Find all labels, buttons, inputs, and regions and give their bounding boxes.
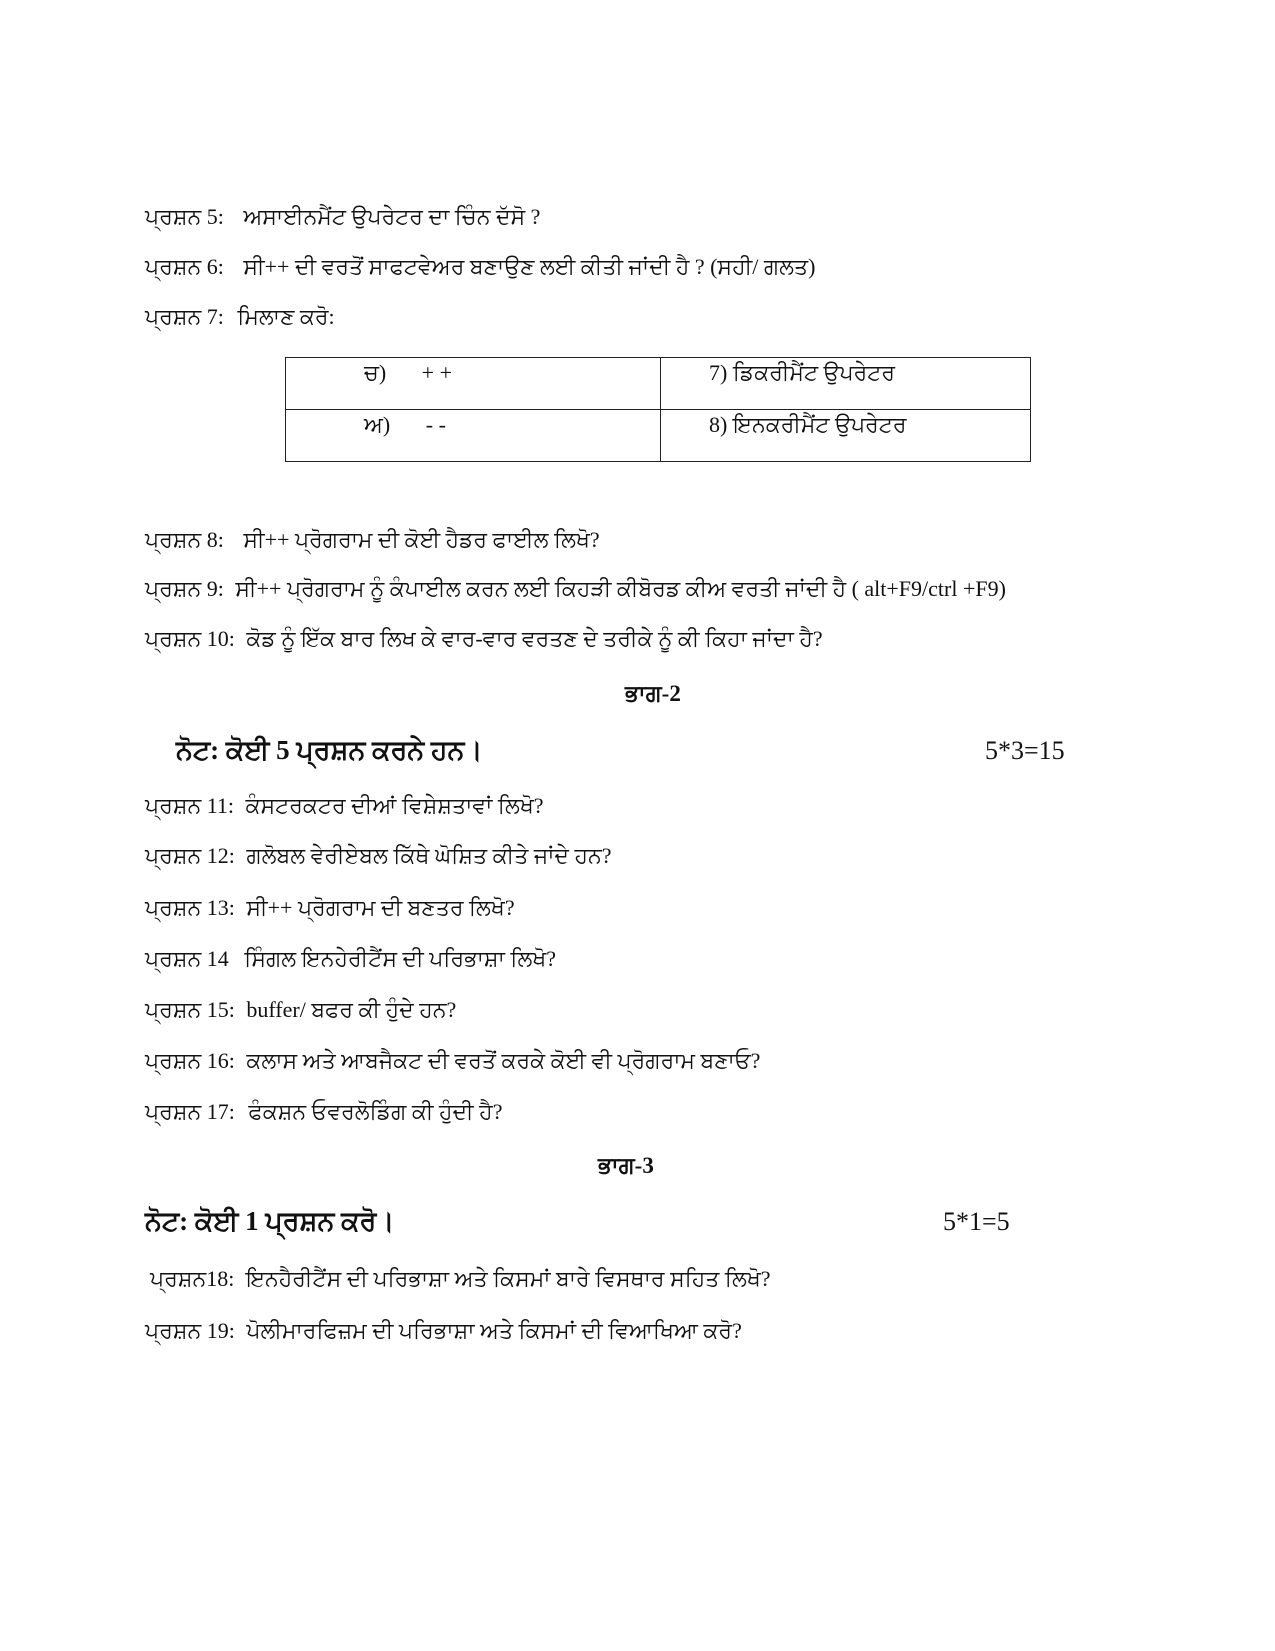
question-label: ਪ੍ਰਸ਼ਨ 9: [145,576,224,601]
question-text: ਇਨਹੈਰੀਟੈਂਸ ਦੀ ਪਰਿਭਾਸ਼ਾ ਅਤੇ ਕਿਸਮਾਂ ਬਾਰੇ ਵਿਸਥਾਰ ਸਹਿਤ ਲਿਖੋ? [245,1266,771,1291]
question-5 [145,202,540,232]
question-text: ਕੰਸਟਰਕਟਰ ਦੀਆਂ ਵਿਸ਼ੇਸ਼ਤਾਵਾਂ ਲਿਖੋ? [245,793,544,818]
match-left-cell [286,410,661,462]
question-18 [150,1264,771,1294]
question-label: ਪ੍ਰਸ਼ਨ 8: [145,527,224,552]
question-15 [145,995,456,1025]
table-row [286,410,1031,462]
question-text: ਸੀ++ ਪ੍ਰੋਗਰਾਮ ਦੀ ਕੋਈ ਹੈਡਰ ਫਾਈਲ ਲਿਖੋ? [243,527,600,552]
question-label: ਪ੍ਰਸ਼ਨ 5: [145,204,224,229]
question-16 [145,1046,760,1076]
question-text: ਅਸਾਈਨਮੈਂਟ ਉਪਰੇਟਰ ਦਾ ਚਿੰਨ ਦੱਸੋ ? [243,204,541,229]
match-right-text: 7) ਡਿਕਰੀਮੈਂਟ ਉਪਰੇਟਰ [709,360,896,385]
question-text: ਸਿੰਗਲ ਇਨਹੇਰੀਟੈਂਸ ਦੀ ਪਰਿਭਾਸ਼ਾ ਲਿਖੋ? [244,946,557,971]
part-2-note: ਨੋਟ: ਕੋਈ 5 ਪ੍ਰਸ਼ਨ ਕਰਨੇ ਹਨ। [176,735,483,765]
question-text: ਕੋਡ ਨੂੰ ਇੱਕ ਬਾਰ ਲਿਖ ਕੇ ਵਾਰ-ਵਾਰ ਵਰਤਣ ਦੇ ਤਰੀਕੇ ਨੂੰ ਕੀ ਕਿਹਾ ਜਾਂਦਾ ਹੈ? [246,626,823,651]
table-row [286,358,1031,410]
question-text: buffer/ ਬਫਰ ਕੀ ਹੁੰਦੇ ਹਨ? [246,997,457,1022]
question-label: ਪ੍ਰਸ਼ਨ 10: [145,626,235,651]
part-3-marks: 5*1=5 [943,1207,1010,1236]
question-text: ਪੋਲੀਮਾਰਫਿਜ਼ਮ ਦੀ ਪਰਿਭਾਸ਼ਾ ਅਤੇ ਕਿਸਮਾਂ ਦੀ ਵਿਆਖਿਆ ਕਰੋ? [246,1318,742,1343]
part-2-marks: 5*3=15 [985,736,1065,765]
question-label: ਪ੍ਰਸ਼ਨ 12: [145,843,235,868]
match-left-label: ਅ) [364,412,391,437]
question-text: ਸੀ++ ਪ੍ਰੋਗਰਾਮ ਨੂੰ ਕੰਪਾਈਲ ਕਰਨ ਲਈ ਕਿਹੜੀ ਕੀਬੋਰਡ ਕੀਅ ਵਰਤੀ ਜਾਂਦੀ ਹੈ ( alt+F9/ctrl +F9) [235,576,1006,601]
question-text: ਗਲੋਬਲ ਵੇਰੀਏਬਲ ਕਿੱਥੇ ਘੋਸ਼ਿਤ ਕੀਤੇ ਜਾਂਦੇ ਹਨ? [246,843,612,868]
question-text: ਸੀ++ ਪ੍ਰੋਗਰਾਮ ਦੀ ਬਣਤਰ ਲਿਖੋ? [246,895,515,920]
question-label: ਪ੍ਰਸ਼ਨ 14 [145,946,229,971]
question-text: ਮਿਲਾਣ ਕਰੋ: [237,304,335,329]
question-label: ਪ੍ਰਸ਼ਨ 19: [145,1318,235,1343]
question-text: ਫੰਕਸ਼ਨ ਓਵਰਲੋਡਿੰਗ ਕੀ ਹੁੰਦੀ ਹੈ? [248,1099,503,1124]
section-heading-part-2: ਭਾਗ-2 [625,681,681,706]
question-label: ਪ੍ਰਸ਼ਨ 15: [145,997,235,1022]
match-left-symbol: + + [421,360,452,385]
match-right-cell [661,410,1031,462]
question-7 [145,302,335,332]
match-right-cell [661,358,1031,410]
question-12 [145,841,612,871]
question-9 [145,574,1006,604]
question-label: ਪ੍ਰਸ਼ਨ 13: [145,895,235,920]
question-text: ਸੀ++ ਦੀ ਵਰਤੋਂ ਸਾਫਟਵੇਅਰ ਬਣਾਉਣ ਲਈ ਕੀਤੀ ਜਾਂਦੀ ਹੈ ? (ਸਹੀ/ ਗਲਤ) [243,254,816,279]
question-6 [145,252,815,282]
part-3-note: ਨੋਟ: ਕੋਈ 1 ਪ੍ਰਸ਼ਨ ਕਰੋ। [145,1206,395,1236]
question-8 [145,525,600,555]
question-17 [145,1097,502,1127]
question-label: ਪ੍ਰਸ਼ਨ 6: [145,254,224,279]
question-10 [145,624,823,654]
match-left-label: ਚ) [364,360,387,385]
question-label: ਪ੍ਰਸ਼ਨ 16: [145,1048,235,1073]
match-table [285,357,1031,462]
question-label: ਪ੍ਰਸ਼ਨ18: [150,1266,235,1291]
match-right-text: 8) ਇਨਕਰੀਮੈਂਟ ਉਪਰੇਟਰ [709,412,907,437]
question-text: ਕਲਾਸ ਅਤੇ ਆਬਜੈਕਟ ਦੀ ਵਰਤੋਂ ਕਰਕੇ ਕੋਈ ਵੀ ਪ੍ਰੋਗਰਾਮ ਬਣਾਓ? [246,1048,761,1073]
question-13 [145,893,515,923]
question-11 [145,791,544,821]
question-label: ਪ੍ਰਸ਼ਨ 7: [145,304,224,329]
question-14 [145,944,556,974]
question-19 [145,1316,742,1346]
section-heading-part-3: ਭਾਗ-3 [598,1153,654,1178]
match-left-symbol: - - [425,412,446,437]
match-left-cell [286,358,661,410]
question-label: ਪ੍ਰਸ਼ਨ 11: [145,793,235,818]
question-label: ਪ੍ਰਸ਼ਨ 17: [145,1099,235,1124]
